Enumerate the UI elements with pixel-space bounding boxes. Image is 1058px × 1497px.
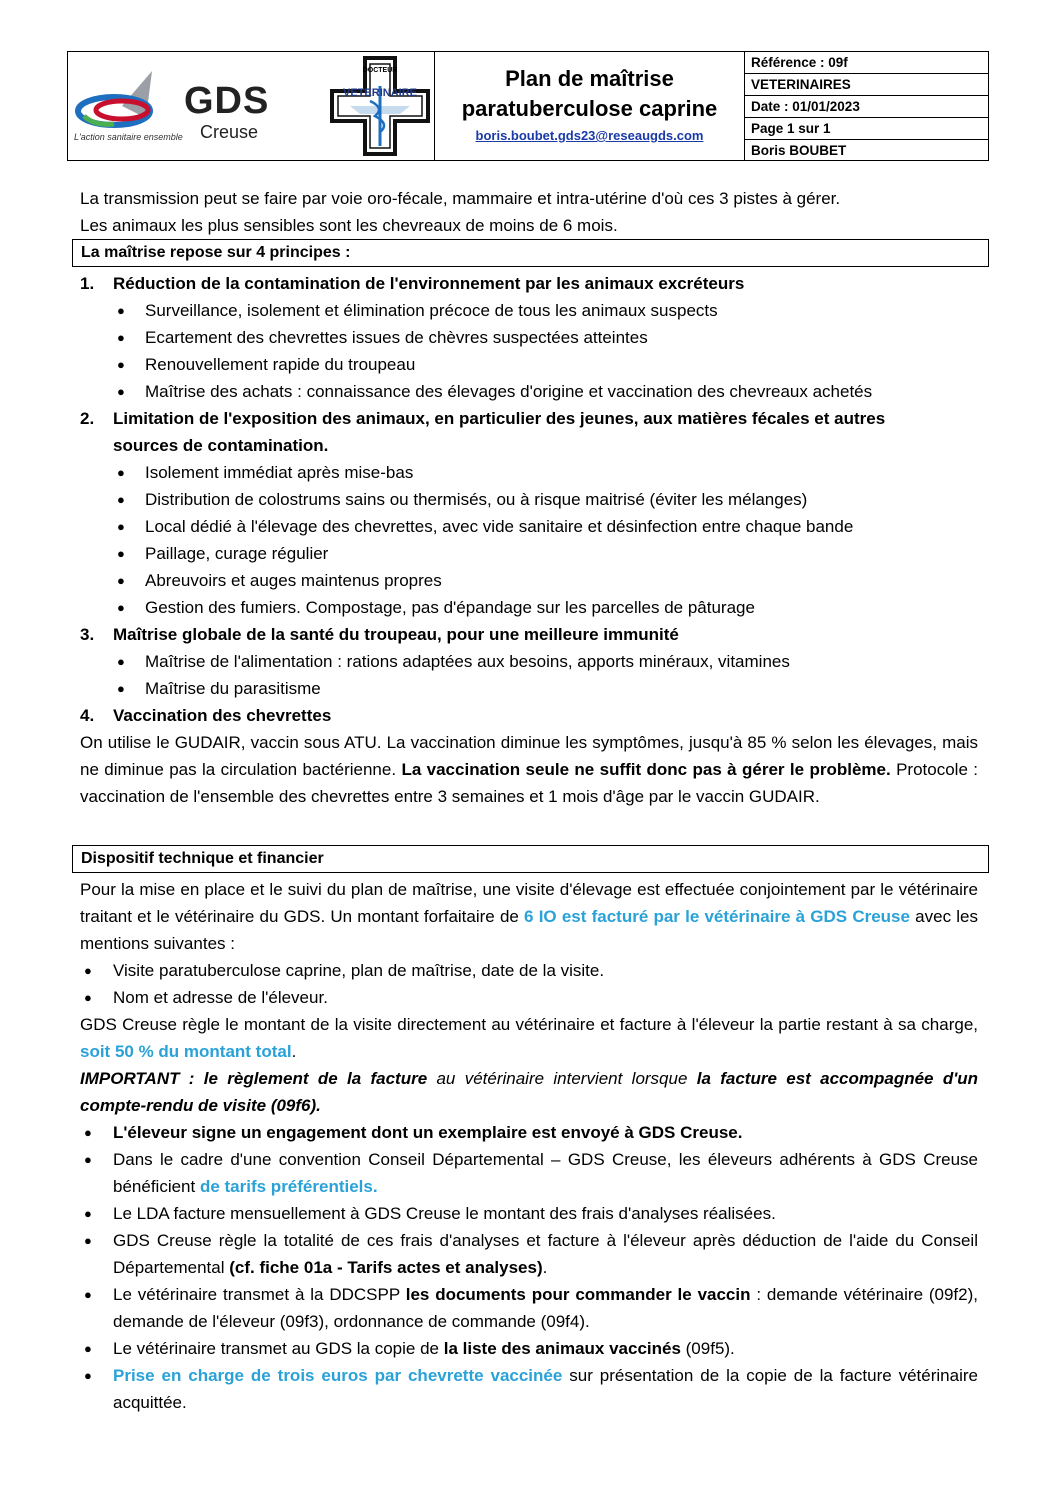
s2-p1-blue: 6 IO est facturé par le vétérinaire à GDS Creuse bbox=[524, 907, 910, 926]
bullet-icon: ● bbox=[84, 963, 92, 978]
s2-item: Nom et adresse de l'éleveur. bbox=[113, 988, 328, 1007]
s2-item-d-bold: (cf. fiche 01a - Tarifs actes et analyses) bbox=[229, 1258, 543, 1277]
p2-title-line2: sources de contamination. bbox=[113, 436, 329, 455]
p2-item: Local dédié à l'élevage des chevrettes, avec vide sanitaire et désinfection entre chaque bande bbox=[145, 517, 854, 536]
logo-tagline: L'action sanitaire ensemble bbox=[74, 132, 183, 142]
s2-item-c: Le LDA facture mensuellement à GDS Creuse le montant des frais d'analyses réalisées. bbox=[113, 1204, 776, 1223]
s2-item-g-blue: Prise en charge de trois euros par chevrette vaccinée bbox=[113, 1366, 563, 1385]
important-b: au vétérinaire intervient lorsque bbox=[427, 1069, 697, 1088]
audience-field: VETERINAIRES bbox=[745, 74, 988, 96]
p3-item: Maîtrise de l'alimentation : rations adaptées aux besoins, apports minéraux, vitamines bbox=[145, 652, 790, 671]
title-cell bbox=[435, 52, 745, 160]
vet-badge-main: VETERINAIRE bbox=[343, 87, 417, 99]
meta-cell bbox=[745, 52, 988, 160]
bullet-icon: ● bbox=[117, 465, 125, 480]
s2-p2-blue: soit 50 % du montant total bbox=[80, 1042, 292, 1061]
s2-item-e-bold: les documents pour commander le vaccin bbox=[405, 1285, 751, 1304]
p2-item: Distribution de colostrums sains ou thermisés, ou à risque maitrisé (éviter les mélanges) bbox=[145, 490, 808, 509]
vet-badge-top: DOCTEUR bbox=[362, 67, 398, 74]
bullet-icon: ● bbox=[84, 1341, 92, 1356]
page-field: Page 1 sur 1 bbox=[745, 118, 988, 140]
p4-text-b: Protocole : vaccination de l'ensemble des chevrettes entre 3 semaines et 1 mois d'âge par le vaccin GUDAIR. bbox=[80, 760, 978, 806]
logo-text: GDS bbox=[184, 80, 270, 122]
s2-item-g bbox=[113, 1362, 978, 1416]
s2-item-a: L'éleveur signe un engagement dont un exemplaire est envoyé à GDS Creuse. bbox=[113, 1123, 743, 1142]
p2-title-line1: Limitation de l'exposition des animaux, en particulier des jeunes, aux matières fécales et autres bbox=[113, 409, 886, 428]
bullet-icon: ● bbox=[84, 1233, 92, 1248]
p1-item: Surveillance, isolement et élimination précoce de tous les animaux suspects bbox=[145, 301, 718, 320]
bullet-icon: ● bbox=[84, 1287, 92, 1302]
s2-item-e-text: Le vétérinaire transmet à la DDCSPP bbox=[113, 1285, 406, 1304]
s2-item-d-end: . bbox=[542, 1258, 548, 1277]
section2-heading: Dispositif technique et financier bbox=[72, 845, 989, 873]
intro-line2: Les animaux les plus sensibles sont les chevreaux de moins de 6 mois. bbox=[80, 216, 618, 235]
bullet-icon: ● bbox=[117, 546, 125, 561]
p3-num: 3. bbox=[80, 625, 95, 644]
s2-p1-a: Pour la mise en place et le suivi du plan de maîtrise, une visite d'élevage est effectuée conjointement par le vétérinaire traitant et le vétérinaire du GDS. Un montant forfaitaire de bbox=[80, 880, 978, 926]
important-a: IMPORTANT : le règlement de la facture bbox=[80, 1069, 428, 1088]
section1-heading: La maîtrise repose sur 4 principes : bbox=[72, 239, 989, 267]
s2-item-f-end: (09f5). bbox=[680, 1339, 735, 1358]
bullet-icon: ● bbox=[117, 519, 125, 534]
doc-title-line1: Plan de maîtrise bbox=[505, 66, 674, 91]
s2-paragraph2 bbox=[80, 1011, 978, 1065]
s2-item-b-blue: de tarifs préférentiels. bbox=[199, 1177, 378, 1196]
bullet-icon: ● bbox=[117, 357, 125, 372]
bullet-icon: ● bbox=[117, 384, 125, 399]
bullet-icon: ● bbox=[117, 600, 125, 615]
p2-item: Gestion des fumiers. Compostage, pas d'épandage sur les parcelles de pâturage bbox=[145, 598, 755, 617]
p3-title: Maîtrise globale de la santé du troupeau, pour une meilleure immunité bbox=[113, 625, 679, 644]
s2-paragraph1 bbox=[80, 876, 978, 957]
s2-item-e bbox=[113, 1281, 978, 1335]
s2-item-b-text: Dans le cadre d'une convention Conseil Départemental – GDS Creuse, les éleveurs adhérents à GDS Creuse bénéficient bbox=[113, 1150, 978, 1196]
p4-paragraph bbox=[80, 729, 978, 810]
s2-item-f-bold: la liste des animaux vaccinés bbox=[443, 1339, 681, 1358]
p1-item: Renouvellement rapide du troupeau bbox=[145, 355, 416, 374]
bullet-icon: ● bbox=[84, 1152, 92, 1167]
bullet-icon: ● bbox=[84, 1206, 92, 1221]
important-note bbox=[80, 1065, 978, 1119]
p1-item: Maîtrise des achats : connaissance des élevages d'origine et vaccination des chevreaux achetés bbox=[145, 382, 873, 401]
s2-item-b bbox=[113, 1146, 978, 1200]
p4-title: Vaccination des chevrettes bbox=[113, 706, 332, 725]
p2-item: Abreuvoirs et auges maintenus propres bbox=[145, 571, 442, 590]
logo-cell bbox=[68, 52, 435, 160]
important-c: la facture est accompagnée d'un compte-rendu de visite (09f6). bbox=[80, 1069, 979, 1115]
p1-item: Ecartement des chevrettes issues de chèvres suspectées atteintes bbox=[145, 328, 648, 347]
s2-p2-a: GDS Creuse règle le montant de la visite directement au vétérinaire et facture à l'éleveur la partie restant à sa charge, bbox=[80, 1015, 978, 1034]
email-link[interactable]: boris.boubet.gds23@reseaugds.com bbox=[475, 128, 704, 143]
veterinary-cross-icon bbox=[330, 56, 430, 156]
s2-item-f bbox=[113, 1335, 735, 1362]
s2-item: Visite paratuberculose caprine, plan de maîtrise, date de la visite. bbox=[113, 961, 605, 980]
s2-p2-b: . bbox=[291, 1042, 297, 1061]
p1-title: Réduction de la contamination de l'environnement par les animaux excréteurs bbox=[113, 274, 745, 293]
bullet-icon: ● bbox=[117, 330, 125, 345]
p4-text-a: On utilise le GUDAIR, vaccin sous ATU. La vaccination diminue les symptômes, jusqu'à 85 % selon les élevages, mais ne diminue pas la circulation bactérienne. bbox=[80, 733, 978, 779]
s2-item-d bbox=[113, 1227, 978, 1281]
header-table bbox=[67, 51, 989, 161]
bullet-icon: ● bbox=[117, 303, 125, 318]
bullet-icon: ● bbox=[117, 573, 125, 588]
bullet-icon: ● bbox=[117, 492, 125, 507]
doc-title-line2: paratuberculose caprine bbox=[461, 96, 718, 121]
author-field: Boris BOUBET bbox=[751, 143, 847, 158]
s2-p1-b: avec les mentions suivantes : bbox=[80, 907, 978, 953]
p2-item: Paillage, curage régulier bbox=[145, 544, 329, 563]
bullet-icon: ● bbox=[84, 990, 92, 1005]
s2-item-d-text: GDS Creuse règle la totalité de ces frais d'analyses et facture à l'éleveur après déduction de l'aide du Conseil Départemental bbox=[113, 1231, 978, 1277]
s2-item-g-text: sur présentation de la copie de la facture vétérinaire acquittée. bbox=[113, 1366, 978, 1412]
bullet-icon: ● bbox=[117, 654, 125, 669]
s2-item-e-end: : demande vétérinaire (09f2), demande de l'éleveur (09f3), ordonnance de commande (09f4). bbox=[113, 1285, 978, 1331]
logo-sub: Creuse bbox=[200, 122, 259, 142]
p2-num: 2. bbox=[80, 409, 95, 428]
p3-item: Maîtrise du parasitisme bbox=[145, 679, 321, 698]
bullet-icon: ● bbox=[117, 681, 125, 696]
date-field: Date : 01/01/2023 bbox=[745, 96, 988, 118]
bullet-icon: ● bbox=[84, 1368, 92, 1383]
p4-text-bold: La vaccination seule ne suffit donc pas à gérer le problème. bbox=[401, 760, 891, 779]
p1-num: 1. bbox=[80, 274, 95, 293]
p2-item: Isolement immédiat après mise-bas bbox=[145, 463, 414, 482]
intro-line1: La transmission peut se faire par voie oro-fécale, mammaire et intra-utérine d'où ces 3 pistes à gérer. bbox=[80, 189, 841, 208]
ref-field: Référence : 09f bbox=[745, 52, 988, 74]
bullet-icon: ● bbox=[84, 1125, 92, 1140]
p4-num: 4. bbox=[80, 706, 95, 725]
s2-item-f-text: Le vétérinaire transmet au GDS la copie de bbox=[113, 1339, 444, 1358]
